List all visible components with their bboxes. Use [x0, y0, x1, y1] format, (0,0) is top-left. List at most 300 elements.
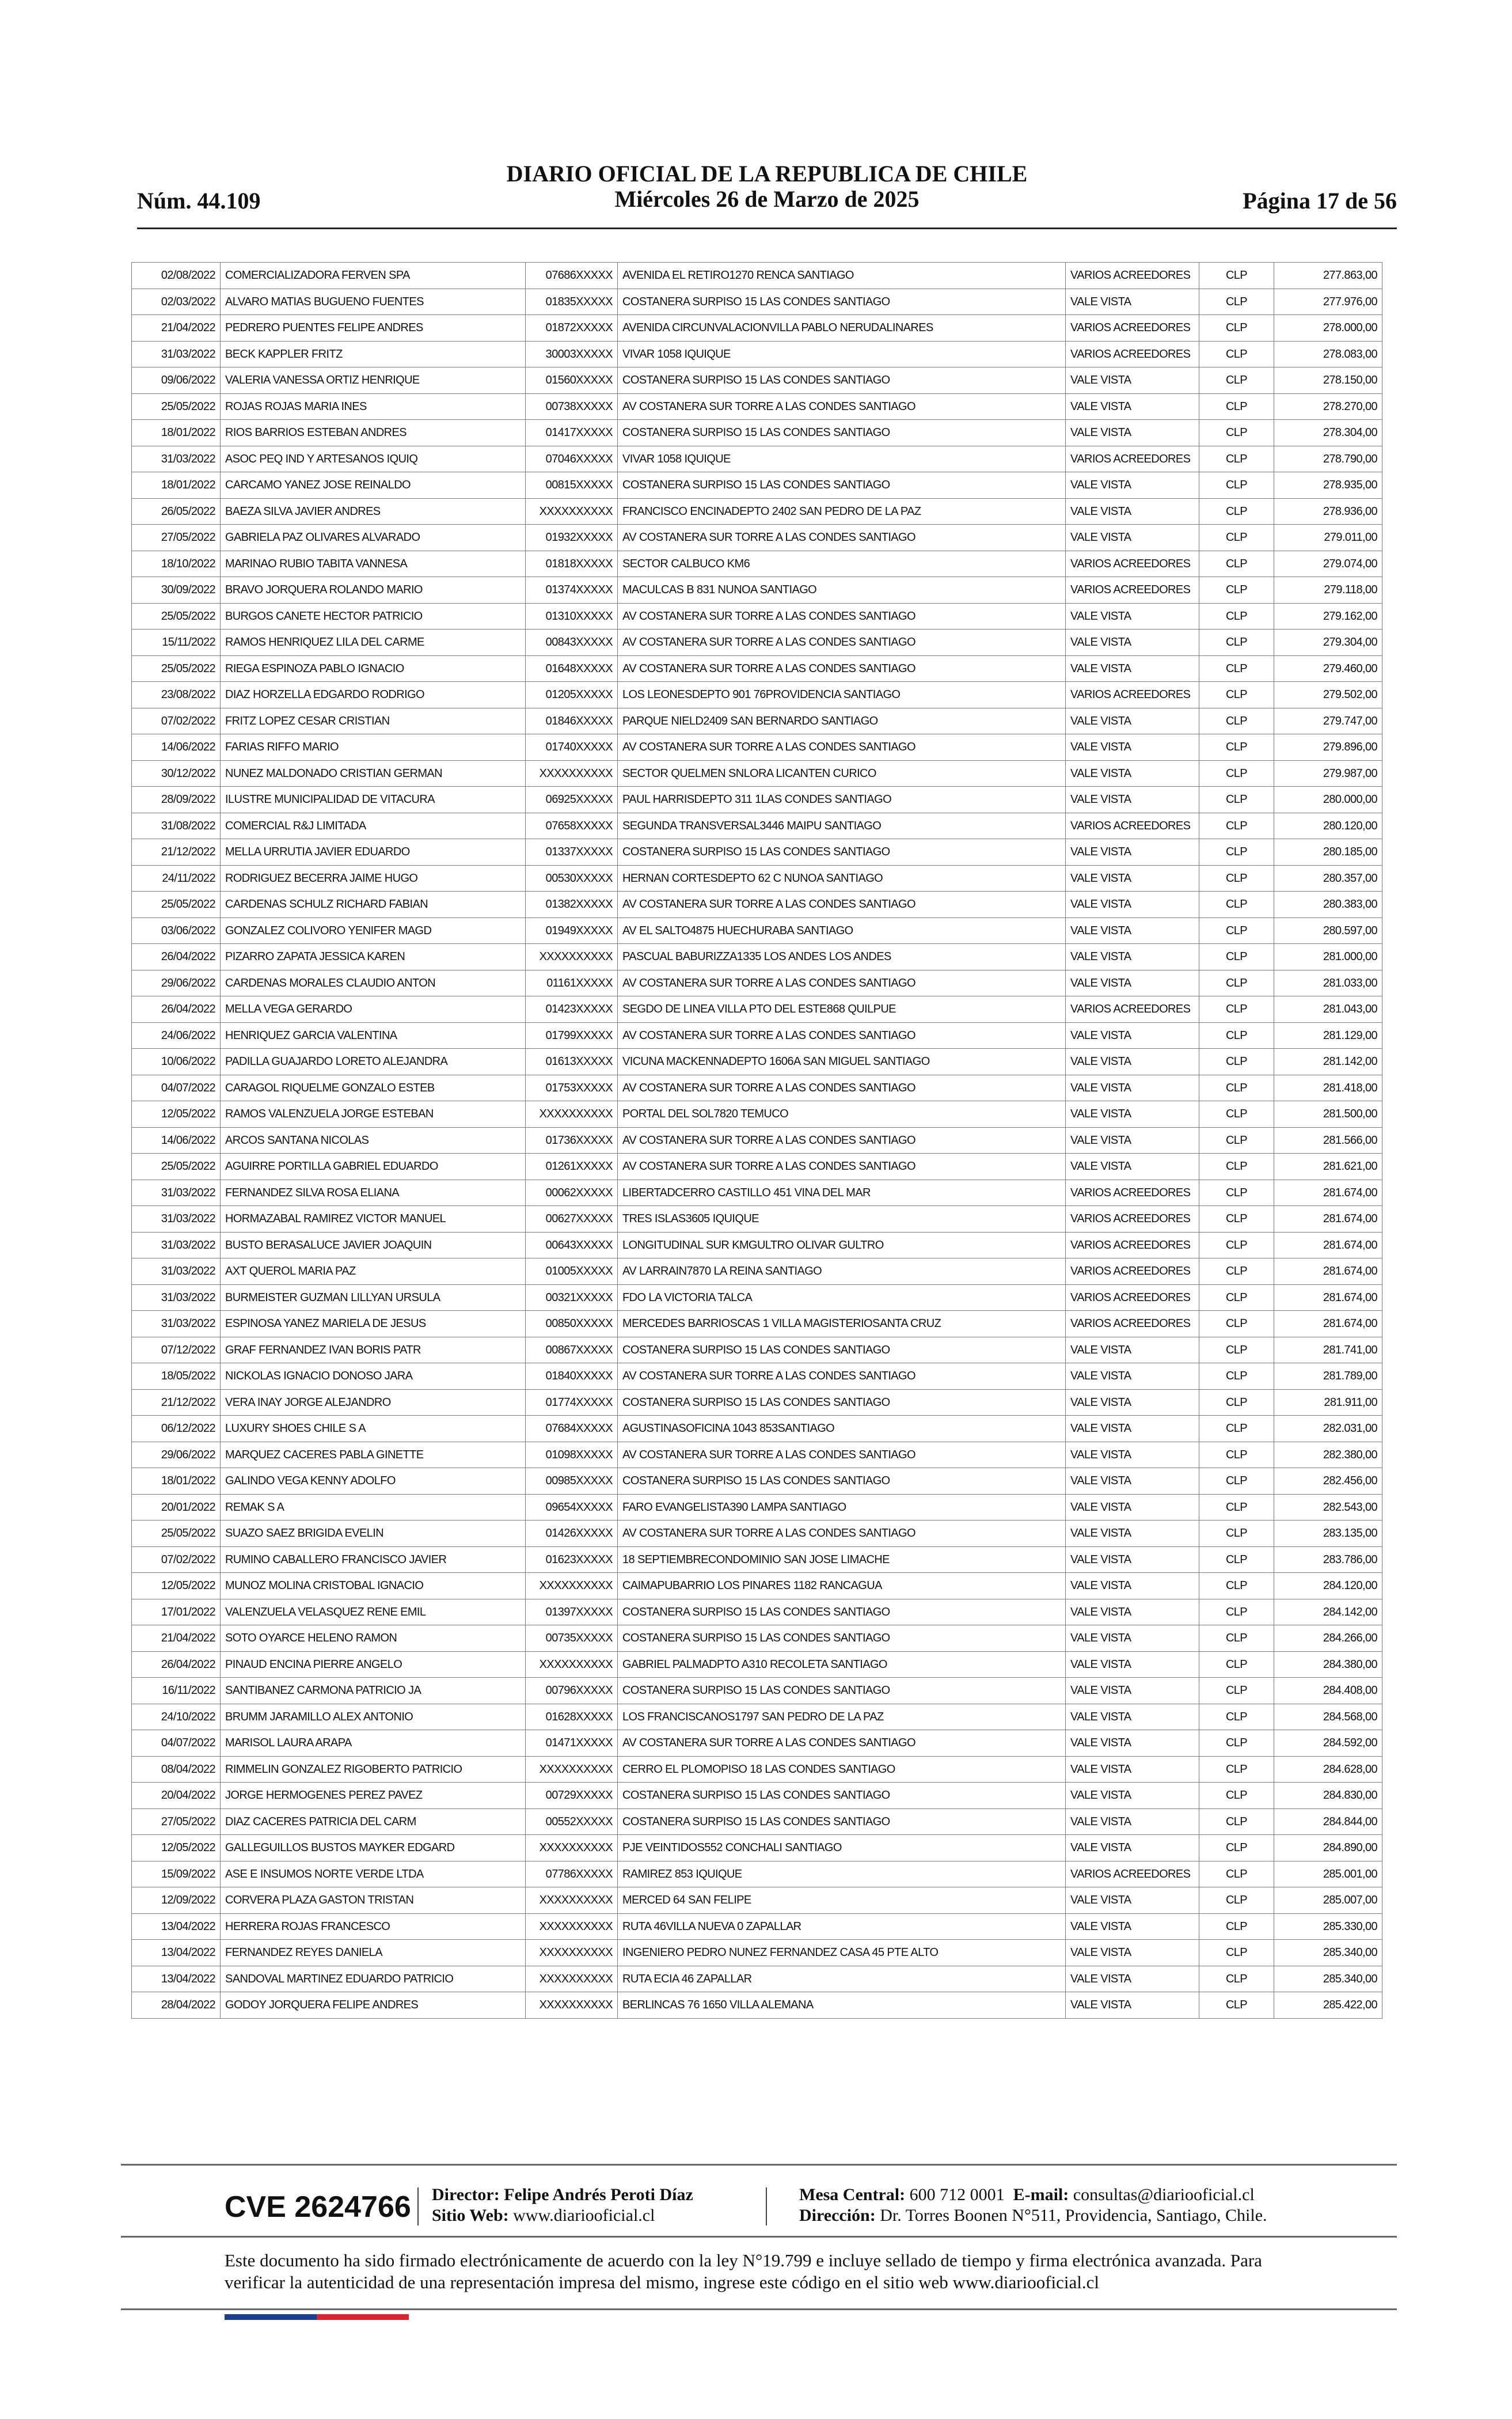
rut-cell: 01397XXXXX: [526, 1599, 618, 1625]
beneficiary-cell: GALLEGUILLOS BUSTOS MAYKER EDGARD: [221, 1835, 526, 1861]
payment-type-cell: VALE VISTA: [1066, 1521, 1199, 1547]
rut-cell: 01840XXXXX: [526, 1363, 618, 1390]
address-cell: COSTANERA SURPISO 15 LAS CONDES SANTIAGO: [618, 1625, 1066, 1652]
rut-cell: 01740XXXXX: [526, 734, 618, 761]
table-row: [132, 1521, 1382, 1547]
table-row: [132, 839, 1382, 866]
address-cell: COSTANERA SURPISO 15 LAS CONDES SANTIAGO: [618, 1808, 1066, 1835]
rut-cell: 01426XXXXX: [526, 1521, 618, 1547]
address-cell: LOS FRANCISCANOS1797 SAN PEDRO DE LA PAZ: [618, 1704, 1066, 1730]
currency-cell: CLP: [1199, 970, 1274, 996]
table-row: [132, 289, 1382, 315]
currency-cell: CLP: [1199, 603, 1274, 630]
table-row: [132, 1101, 1382, 1128]
currency-cell: CLP: [1199, 787, 1274, 813]
beneficiary-cell: CARCAMO YANEZ JOSE REINALDO: [221, 472, 526, 499]
table-row: [132, 1861, 1382, 1887]
date-cell: 13/04/2022: [132, 1966, 221, 1992]
amount-cell: 281.674,00: [1274, 1232, 1382, 1258]
date-cell: 13/04/2022: [132, 1913, 221, 1940]
rut-cell: XXXXXXXXXX: [526, 498, 618, 525]
payment-type-cell: VALE VISTA: [1066, 1887, 1199, 1914]
amount-cell: 278.935,00: [1274, 472, 1382, 499]
date-cell: 18/01/2022: [132, 420, 221, 446]
amount-cell: 281.911,00: [1274, 1389, 1382, 1416]
currency-cell: CLP: [1199, 1363, 1274, 1390]
rut-cell: XXXXXXXXXX: [526, 1101, 618, 1128]
address-cell: MERCEDES BARRIOSCAS 1 VILLA MAGISTERIOSANTA CRUZ: [618, 1311, 1066, 1337]
beneficiary-cell: CARDENAS MORALES CLAUDIO ANTON: [221, 970, 526, 996]
payment-type-cell: VARIOS ACREEDORES: [1066, 1311, 1199, 1337]
date-cell: 26/04/2022: [132, 1651, 221, 1678]
address-cell: PORTAL DEL SOL7820 TEMUCO: [618, 1101, 1066, 1128]
date-cell: 21/12/2022: [132, 839, 221, 866]
flag-stripe-red: [317, 2314, 409, 2320]
rut-cell: 07684XXXXX: [526, 1416, 618, 1442]
payment-type-cell: VALE VISTA: [1066, 787, 1199, 813]
rut-cell: 01374XXXXX: [526, 577, 618, 604]
publication-date: Miércoles 26 de Marzo de 2025: [614, 186, 920, 212]
table-row: [132, 1180, 1382, 1206]
beneficiary-cell: MARISOL LAURA ARAPA: [221, 1730, 526, 1757]
payment-type-cell: VALE VISTA: [1066, 1075, 1199, 1101]
amount-cell: 278.083,00: [1274, 341, 1382, 367]
amount-cell: 281.043,00: [1274, 996, 1382, 1023]
rut-cell: 01648XXXXX: [526, 655, 618, 682]
rut-cell: XXXXXXXXXX: [526, 1651, 618, 1678]
amount-cell: 281.789,00: [1274, 1363, 1382, 1390]
currency-cell: CLP: [1199, 996, 1274, 1023]
amount-cell: 281.500,00: [1274, 1101, 1382, 1128]
date-cell: 06/12/2022: [132, 1416, 221, 1442]
rut-cell: 01098XXXXX: [526, 1442, 618, 1468]
date-cell: 29/06/2022: [132, 970, 221, 996]
beneficiary-cell: BUSTO BERASALUCE JAVIER JOAQUIN: [221, 1232, 526, 1258]
currency-cell: CLP: [1199, 1494, 1274, 1521]
address-cell: TRES ISLAS3605 IQUIQUE: [618, 1206, 1066, 1233]
currency-cell: CLP: [1199, 367, 1274, 394]
address-cell: AVENIDA EL RETIRO1270 RENCA SANTIAGO: [618, 263, 1066, 289]
beneficiary-cell: ESPINOSA YANEZ MARIELA DE JESUS: [221, 1311, 526, 1337]
table-row: [132, 393, 1382, 420]
currency-cell: CLP: [1199, 551, 1274, 577]
table-row: [132, 1389, 1382, 1416]
payment-type-cell: VALE VISTA: [1066, 760, 1199, 787]
payment-type-cell: VALE VISTA: [1066, 367, 1199, 394]
rut-cell: 01799XXXXX: [526, 1022, 618, 1049]
date-cell: 23/08/2022: [132, 682, 221, 708]
address-cell: AV COSTANERA SUR TORRE A LAS CONDES SANTIAGO: [618, 393, 1066, 420]
footer-separator: [766, 2187, 767, 2225]
payment-type-cell: VARIOS ACREEDORES: [1066, 446, 1199, 472]
date-cell: 29/06/2022: [132, 1442, 221, 1468]
address-cell: AV EL SALTO4875 HUECHURABA SANTIAGO: [618, 917, 1066, 944]
table-row: [132, 1651, 1382, 1678]
table-row: [132, 787, 1382, 813]
address-cell: COSTANERA SURPISO 15 LAS CONDES SANTIAGO: [618, 1678, 1066, 1704]
beneficiary-cell: BAEZA SILVA JAVIER ANDRES: [221, 498, 526, 525]
address-cell: CAIMAPUBARRIO LOS PINARES 1182 RANCAGUA: [618, 1573, 1066, 1599]
legal-notice: Este documento ha sido firmado electrónicamente de acuerdo con la ley N°19.799 e incluye sellado de tiempo y firma electrónica avanzada. Para verificar la autenticidad de una representación impresa del mismo, ingrese este código en el sitio web www.diariooficial.cl: [225, 2250, 1262, 2292]
beneficiary-cell: GALINDO VEGA KENNY ADOLFO: [221, 1468, 526, 1495]
payment-type-cell: VALE VISTA: [1066, 1678, 1199, 1704]
payment-type-cell: VALE VISTA: [1066, 839, 1199, 866]
address-cell: MACULCAS B 831 NUNOA SANTIAGO: [618, 577, 1066, 604]
rut-cell: 01818XXXXX: [526, 551, 618, 577]
currency-cell: CLP: [1199, 682, 1274, 708]
date-cell: 12/05/2022: [132, 1835, 221, 1861]
address-value: Dr. Torres Boonen N°511, Providencia, Santiago, Chile.: [880, 2206, 1267, 2225]
beneficiary-cell: ILUSTRE MUNICIPALIDAD DE VITACURA: [221, 787, 526, 813]
date-cell: 20/04/2022: [132, 1783, 221, 1809]
currency-cell: CLP: [1199, 1180, 1274, 1206]
currency-cell: CLP: [1199, 1206, 1274, 1233]
rut-cell: 01774XXXXX: [526, 1389, 618, 1416]
table-row: [132, 525, 1382, 551]
date-cell: 28/09/2022: [132, 787, 221, 813]
director-name: Felipe Andrés Peroti Díaz: [504, 2185, 693, 2204]
payment-type-cell: VALE VISTA: [1066, 1992, 1199, 2019]
currency-cell: CLP: [1199, 289, 1274, 315]
address-cell: VICUNA MACKENNADEPTO 1606A SAN MIGUEL SANTIAGO: [618, 1049, 1066, 1075]
currency-cell: CLP: [1199, 393, 1274, 420]
table-row: [132, 263, 1382, 289]
footer-separator: [417, 2187, 419, 2225]
amount-cell: 282.456,00: [1274, 1468, 1382, 1495]
amount-cell: 281.741,00: [1274, 1337, 1382, 1363]
amount-cell: 280.120,00: [1274, 813, 1382, 839]
payment-type-cell: VALE VISTA: [1066, 1913, 1199, 1940]
beneficiary-cell: SOTO OYARCE HELENO RAMON: [221, 1625, 526, 1652]
date-cell: 13/04/2022: [132, 1940, 221, 1966]
payment-type-cell: VALE VISTA: [1066, 1546, 1199, 1573]
table-row: [132, 1258, 1382, 1285]
payment-type-cell: VALE VISTA: [1066, 1966, 1199, 1992]
address-cell: PAUL HARRISDEPTO 311 1LAS CONDES SANTIAGO: [618, 787, 1066, 813]
address-cell: COSTANERA SURPISO 15 LAS CONDES SANTIAGO: [618, 1783, 1066, 1809]
table-row: [132, 1022, 1382, 1049]
beneficiary-cell: FRITZ LOPEZ CESAR CRISTIAN: [221, 708, 526, 734]
address-cell: SECTOR CALBUCO KM6: [618, 551, 1066, 577]
page-header: [137, 161, 1397, 219]
table-row: [132, 498, 1382, 525]
amount-cell: 280.597,00: [1274, 917, 1382, 944]
amount-cell: 278.304,00: [1274, 420, 1382, 446]
table-row: [132, 917, 1382, 944]
beneficiary-cell: LUXURY SHOES CHILE S A: [221, 1416, 526, 1442]
address-cell: AV COSTANERA SUR TORRE A LAS CONDES SANTIAGO: [618, 630, 1066, 656]
amount-cell: 280.000,00: [1274, 787, 1382, 813]
payment-type-cell: VALE VISTA: [1066, 1835, 1199, 1861]
payment-type-cell: VARIOS ACREEDORES: [1066, 813, 1199, 839]
currency-cell: CLP: [1199, 1730, 1274, 1757]
address-cell: LONGITUDINAL SUR KMGULTRO OLIVAR GULTRO: [618, 1232, 1066, 1258]
amount-cell: 278.790,00: [1274, 446, 1382, 472]
currency-cell: CLP: [1199, 1389, 1274, 1416]
currency-cell: CLP: [1199, 472, 1274, 499]
payment-type-cell: VALE VISTA: [1066, 393, 1199, 420]
date-cell: 21/12/2022: [132, 1389, 221, 1416]
date-cell: 03/06/2022: [132, 917, 221, 944]
address-cell: SEGDO DE LINEA VILLA PTO DEL ESTE868 QUILPUE: [618, 996, 1066, 1023]
date-cell: 18/01/2022: [132, 472, 221, 499]
address-cell: AV COSTANERA SUR TORRE A LAS CONDES SANTIAGO: [618, 1442, 1066, 1468]
currency-cell: CLP: [1199, 1704, 1274, 1730]
beneficiary-cell: GONZALEZ COLIVORO YENIFER MAGD: [221, 917, 526, 944]
address-cell: COSTANERA SURPISO 15 LAS CONDES SANTIAGO: [618, 420, 1066, 446]
rut-cell: 01417XXXXX: [526, 420, 618, 446]
amount-cell: 278.150,00: [1274, 367, 1382, 394]
date-cell: 28/04/2022: [132, 1992, 221, 2019]
date-cell: 25/05/2022: [132, 892, 221, 918]
currency-cell: CLP: [1199, 1546, 1274, 1573]
amount-cell: 280.383,00: [1274, 892, 1382, 918]
rut-cell: XXXXXXXXXX: [526, 1940, 618, 1966]
table-row: [132, 446, 1382, 472]
currency-cell: CLP: [1199, 1861, 1274, 1887]
rut-cell: 01872XXXXX: [526, 315, 618, 342]
currency-cell: CLP: [1199, 1599, 1274, 1625]
currency-cell: CLP: [1199, 1913, 1274, 1940]
payment-type-cell: VARIOS ACREEDORES: [1066, 551, 1199, 577]
rut-cell: 09654XXXXX: [526, 1494, 618, 1521]
date-cell: 24/11/2022: [132, 865, 221, 892]
table-row: [132, 1546, 1382, 1573]
payment-type-cell: VARIOS ACREEDORES: [1066, 1861, 1199, 1887]
rut-cell: 01949XXXXX: [526, 917, 618, 944]
payment-type-cell: VALE VISTA: [1066, 1127, 1199, 1154]
payment-type-cell: VALE VISTA: [1066, 1625, 1199, 1652]
table-row: [132, 760, 1382, 787]
amount-cell: 285.340,00: [1274, 1940, 1382, 1966]
table-row: [132, 420, 1382, 446]
beneficiary-cell: PINAUD ENCINA PIERRE ANGELO: [221, 1651, 526, 1678]
rut-cell: 07046XXXXX: [526, 446, 618, 472]
beneficiary-cell: ARCOS SANTANA NICOLAS: [221, 1127, 526, 1154]
amount-cell: 281.566,00: [1274, 1127, 1382, 1154]
table-row: [132, 708, 1382, 734]
amount-cell: 277.976,00: [1274, 289, 1382, 315]
rut-cell: 01471XXXXX: [526, 1730, 618, 1757]
payment-type-cell: VALE VISTA: [1066, 1416, 1199, 1442]
table-row: [132, 1678, 1382, 1704]
table-row: [132, 1756, 1382, 1783]
payment-type-cell: VARIOS ACREEDORES: [1066, 1258, 1199, 1285]
amount-cell: 285.340,00: [1274, 1966, 1382, 1992]
address-cell: AV COSTANERA SUR TORRE A LAS CONDES SANTIAGO: [618, 1521, 1066, 1547]
address-cell: AV COSTANERA SUR TORRE A LAS CONDES SANTIAGO: [618, 1730, 1066, 1757]
date-cell: 30/09/2022: [132, 577, 221, 604]
amount-cell: 279.460,00: [1274, 655, 1382, 682]
date-cell: 30/12/2022: [132, 760, 221, 787]
amount-cell: 279.747,00: [1274, 708, 1382, 734]
beneficiary-cell: PADILLA GUAJARDO LORETO ALEJANDRA: [221, 1049, 526, 1075]
date-cell: 25/05/2022: [132, 1521, 221, 1547]
table-row: [132, 1049, 1382, 1075]
amount-cell: 277.863,00: [1274, 263, 1382, 289]
rut-cell: 01560XXXXX: [526, 367, 618, 394]
currency-cell: CLP: [1199, 1521, 1274, 1547]
rut-cell: 00815XXXXX: [526, 472, 618, 499]
director-label: Director:: [432, 2185, 500, 2204]
date-cell: 20/01/2022: [132, 1494, 221, 1521]
table-row: [132, 1206, 1382, 1233]
payment-type-cell: VALE VISTA: [1066, 1442, 1199, 1468]
rut-cell: XXXXXXXXXX: [526, 1992, 618, 2019]
amount-cell: 282.031,00: [1274, 1416, 1382, 1442]
currency-cell: CLP: [1199, 1651, 1274, 1678]
payment-type-cell: VALE VISTA: [1066, 1940, 1199, 1966]
date-cell: 31/03/2022: [132, 1206, 221, 1233]
table-row: [132, 472, 1382, 499]
flag-stripe-blue: [225, 2314, 317, 2320]
currency-cell: CLP: [1199, 734, 1274, 761]
rut-cell: 00985XXXXX: [526, 1468, 618, 1495]
currency-cell: CLP: [1199, 708, 1274, 734]
amount-cell: 279.118,00: [1274, 577, 1382, 604]
rut-cell: 01382XXXXX: [526, 892, 618, 918]
table-row: [132, 1416, 1382, 1442]
amount-cell: 284.408,00: [1274, 1678, 1382, 1704]
table-row: [132, 892, 1382, 918]
payment-type-cell: VALE VISTA: [1066, 655, 1199, 682]
rut-cell: XXXXXXXXXX: [526, 1966, 618, 1992]
address-cell: AV COSTANERA SUR TORRE A LAS CONDES SANTIAGO: [618, 603, 1066, 630]
amount-cell: 284.380,00: [1274, 1651, 1382, 1678]
payment-type-cell: VARIOS ACREEDORES: [1066, 1206, 1199, 1233]
address-cell: AV COSTANERA SUR TORRE A LAS CONDES SANTIAGO: [618, 970, 1066, 996]
currency-cell: CLP: [1199, 1442, 1274, 1468]
amount-cell: 281.418,00: [1274, 1075, 1382, 1101]
currency-cell: CLP: [1199, 1573, 1274, 1599]
date-cell: 25/05/2022: [132, 603, 221, 630]
director-block: [432, 2185, 693, 2226]
amount-cell: 282.543,00: [1274, 1494, 1382, 1521]
date-cell: 31/03/2022: [132, 1284, 221, 1311]
payment-type-cell: VARIOS ACREEDORES: [1066, 1180, 1199, 1206]
payment-type-cell: VALE VISTA: [1066, 1599, 1199, 1625]
payment-type-cell: VALE VISTA: [1066, 1494, 1199, 1521]
currency-cell: CLP: [1199, 944, 1274, 970]
rut-cell: 01835XXXXX: [526, 289, 618, 315]
payment-type-cell: VALE VISTA: [1066, 1704, 1199, 1730]
date-cell: 25/05/2022: [132, 1154, 221, 1180]
rut-cell: 01846XXXXX: [526, 708, 618, 734]
table-row: [132, 944, 1382, 970]
beneficiary-cell: RAMOS VALENZUELA JORGE ESTEBAN: [221, 1101, 526, 1128]
amount-cell: 282.380,00: [1274, 1442, 1382, 1468]
currency-cell: CLP: [1199, 1075, 1274, 1101]
table-row: [132, 367, 1382, 394]
rut-cell: 00850XXXXX: [526, 1311, 618, 1337]
payment-type-cell: VALE VISTA: [1066, 498, 1199, 525]
address-cell: AV COSTANERA SUR TORRE A LAS CONDES SANTIAGO: [618, 734, 1066, 761]
date-cell: 07/12/2022: [132, 1337, 221, 1363]
amount-cell: 281.674,00: [1274, 1311, 1382, 1337]
rut-cell: 01005XXXXX: [526, 1258, 618, 1285]
rut-cell: 00552XXXXX: [526, 1808, 618, 1835]
amount-cell: 279.304,00: [1274, 630, 1382, 656]
date-cell: 31/03/2022: [132, 1258, 221, 1285]
table-row: [132, 1887, 1382, 1914]
table-row: [132, 1154, 1382, 1180]
payment-type-cell: VARIOS ACREEDORES: [1066, 263, 1199, 289]
beneficiary-cell: CARAGOL RIQUELME GONZALO ESTEB: [221, 1075, 526, 1101]
page-number: Página 17 de 56: [1243, 188, 1397, 214]
beneficiary-cell: MARQUEZ CACERES PABLA GINETTE: [221, 1442, 526, 1468]
amount-cell: 279.074,00: [1274, 551, 1382, 577]
beneficiary-cell: VERA INAY JORGE ALEJANDRO: [221, 1389, 526, 1416]
rut-cell: 07686XXXXX: [526, 263, 618, 289]
address-cell: AV COSTANERA SUR TORRE A LAS CONDES SANTIAGO: [618, 1363, 1066, 1390]
beneficiary-cell: COMERCIALIZADORA FERVEN SPA: [221, 263, 526, 289]
currency-cell: CLP: [1199, 1756, 1274, 1783]
beneficiary-cell: CORVERA PLAZA GASTON TRISTAN: [221, 1887, 526, 1914]
amount-cell: 284.628,00: [1274, 1756, 1382, 1783]
address-cell: SECTOR QUELMEN SNLORA LICANTEN CURICO: [618, 760, 1066, 787]
address-cell: RAMIREZ 853 IQUIQUE: [618, 1861, 1066, 1887]
currency-cell: CLP: [1199, 1101, 1274, 1128]
currency-cell: CLP: [1199, 1808, 1274, 1835]
date-cell: 16/11/2022: [132, 1678, 221, 1704]
beneficiary-cell: BRAVO JORQUERA ROLANDO MARIO: [221, 577, 526, 604]
rut-cell: 07786XXXXX: [526, 1861, 618, 1887]
rut-cell: XXXXXXXXXX: [526, 760, 618, 787]
currency-cell: CLP: [1199, 1887, 1274, 1914]
payment-type-cell: VALE VISTA: [1066, 289, 1199, 315]
table-row: [132, 1730, 1382, 1757]
beneficiary-cell: VALERIA VANESSA ORTIZ HENRIQUE: [221, 367, 526, 394]
payment-type-cell: VALE VISTA: [1066, 630, 1199, 656]
currency-cell: CLP: [1199, 1625, 1274, 1652]
address-cell: FRANCISCO ENCINADEPTO 2402 SAN PEDRO DE LA PAZ: [618, 498, 1066, 525]
date-cell: 25/05/2022: [132, 393, 221, 420]
address-cell: MERCED 64 SAN FELIPE: [618, 1887, 1066, 1914]
rut-cell: XXXXXXXXXX: [526, 1756, 618, 1783]
table-row: [132, 655, 1382, 682]
rut-cell: 01753XXXXX: [526, 1075, 618, 1101]
date-cell: 12/09/2022: [132, 1887, 221, 1914]
rut-cell: 01932XXXXX: [526, 525, 618, 551]
payment-type-cell: VALE VISTA: [1066, 1101, 1199, 1128]
amount-cell: 279.502,00: [1274, 682, 1382, 708]
rut-cell: 00729XXXXX: [526, 1783, 618, 1809]
date-cell: 08/04/2022: [132, 1756, 221, 1783]
beneficiary-cell: RAMOS HENRIQUEZ LILA DEL CARME: [221, 630, 526, 656]
amount-cell: 279.162,00: [1274, 603, 1382, 630]
address-cell: COSTANERA SURPISO 15 LAS CONDES SANTIAGO: [618, 289, 1066, 315]
table-row: [132, 630, 1382, 656]
payment-type-cell: VALE VISTA: [1066, 1573, 1199, 1599]
payment-type-cell: VALE VISTA: [1066, 603, 1199, 630]
currency-cell: CLP: [1199, 1311, 1274, 1337]
amount-cell: 281.674,00: [1274, 1258, 1382, 1285]
beneficiary-cell: ROJAS ROJAS MARIA INES: [221, 393, 526, 420]
beneficiary-cell: RIEGA ESPINOZA PABLO IGNACIO: [221, 655, 526, 682]
currency-cell: CLP: [1199, 813, 1274, 839]
currency-cell: CLP: [1199, 315, 1274, 342]
payment-type-cell: VALE VISTA: [1066, 944, 1199, 970]
beneficiary-cell: BECK KAPPLER FRITZ: [221, 341, 526, 367]
table-row: [132, 734, 1382, 761]
date-cell: 26/04/2022: [132, 944, 221, 970]
payment-type-cell: VALE VISTA: [1066, 420, 1199, 446]
web-link[interactable]: www.diariooficial.cl: [513, 2206, 655, 2225]
beneficiary-cell: GRAF FERNANDEZ IVAN BORIS PATR: [221, 1337, 526, 1363]
beneficiary-cell: BRUMM JARAMILLO ALEX ANTONIO: [221, 1704, 526, 1730]
beneficiary-cell: GABRIELA PAZ OLIVARES ALVARADO: [221, 525, 526, 551]
email-link[interactable]: consultas@diariooficial.cl: [1073, 2185, 1255, 2204]
